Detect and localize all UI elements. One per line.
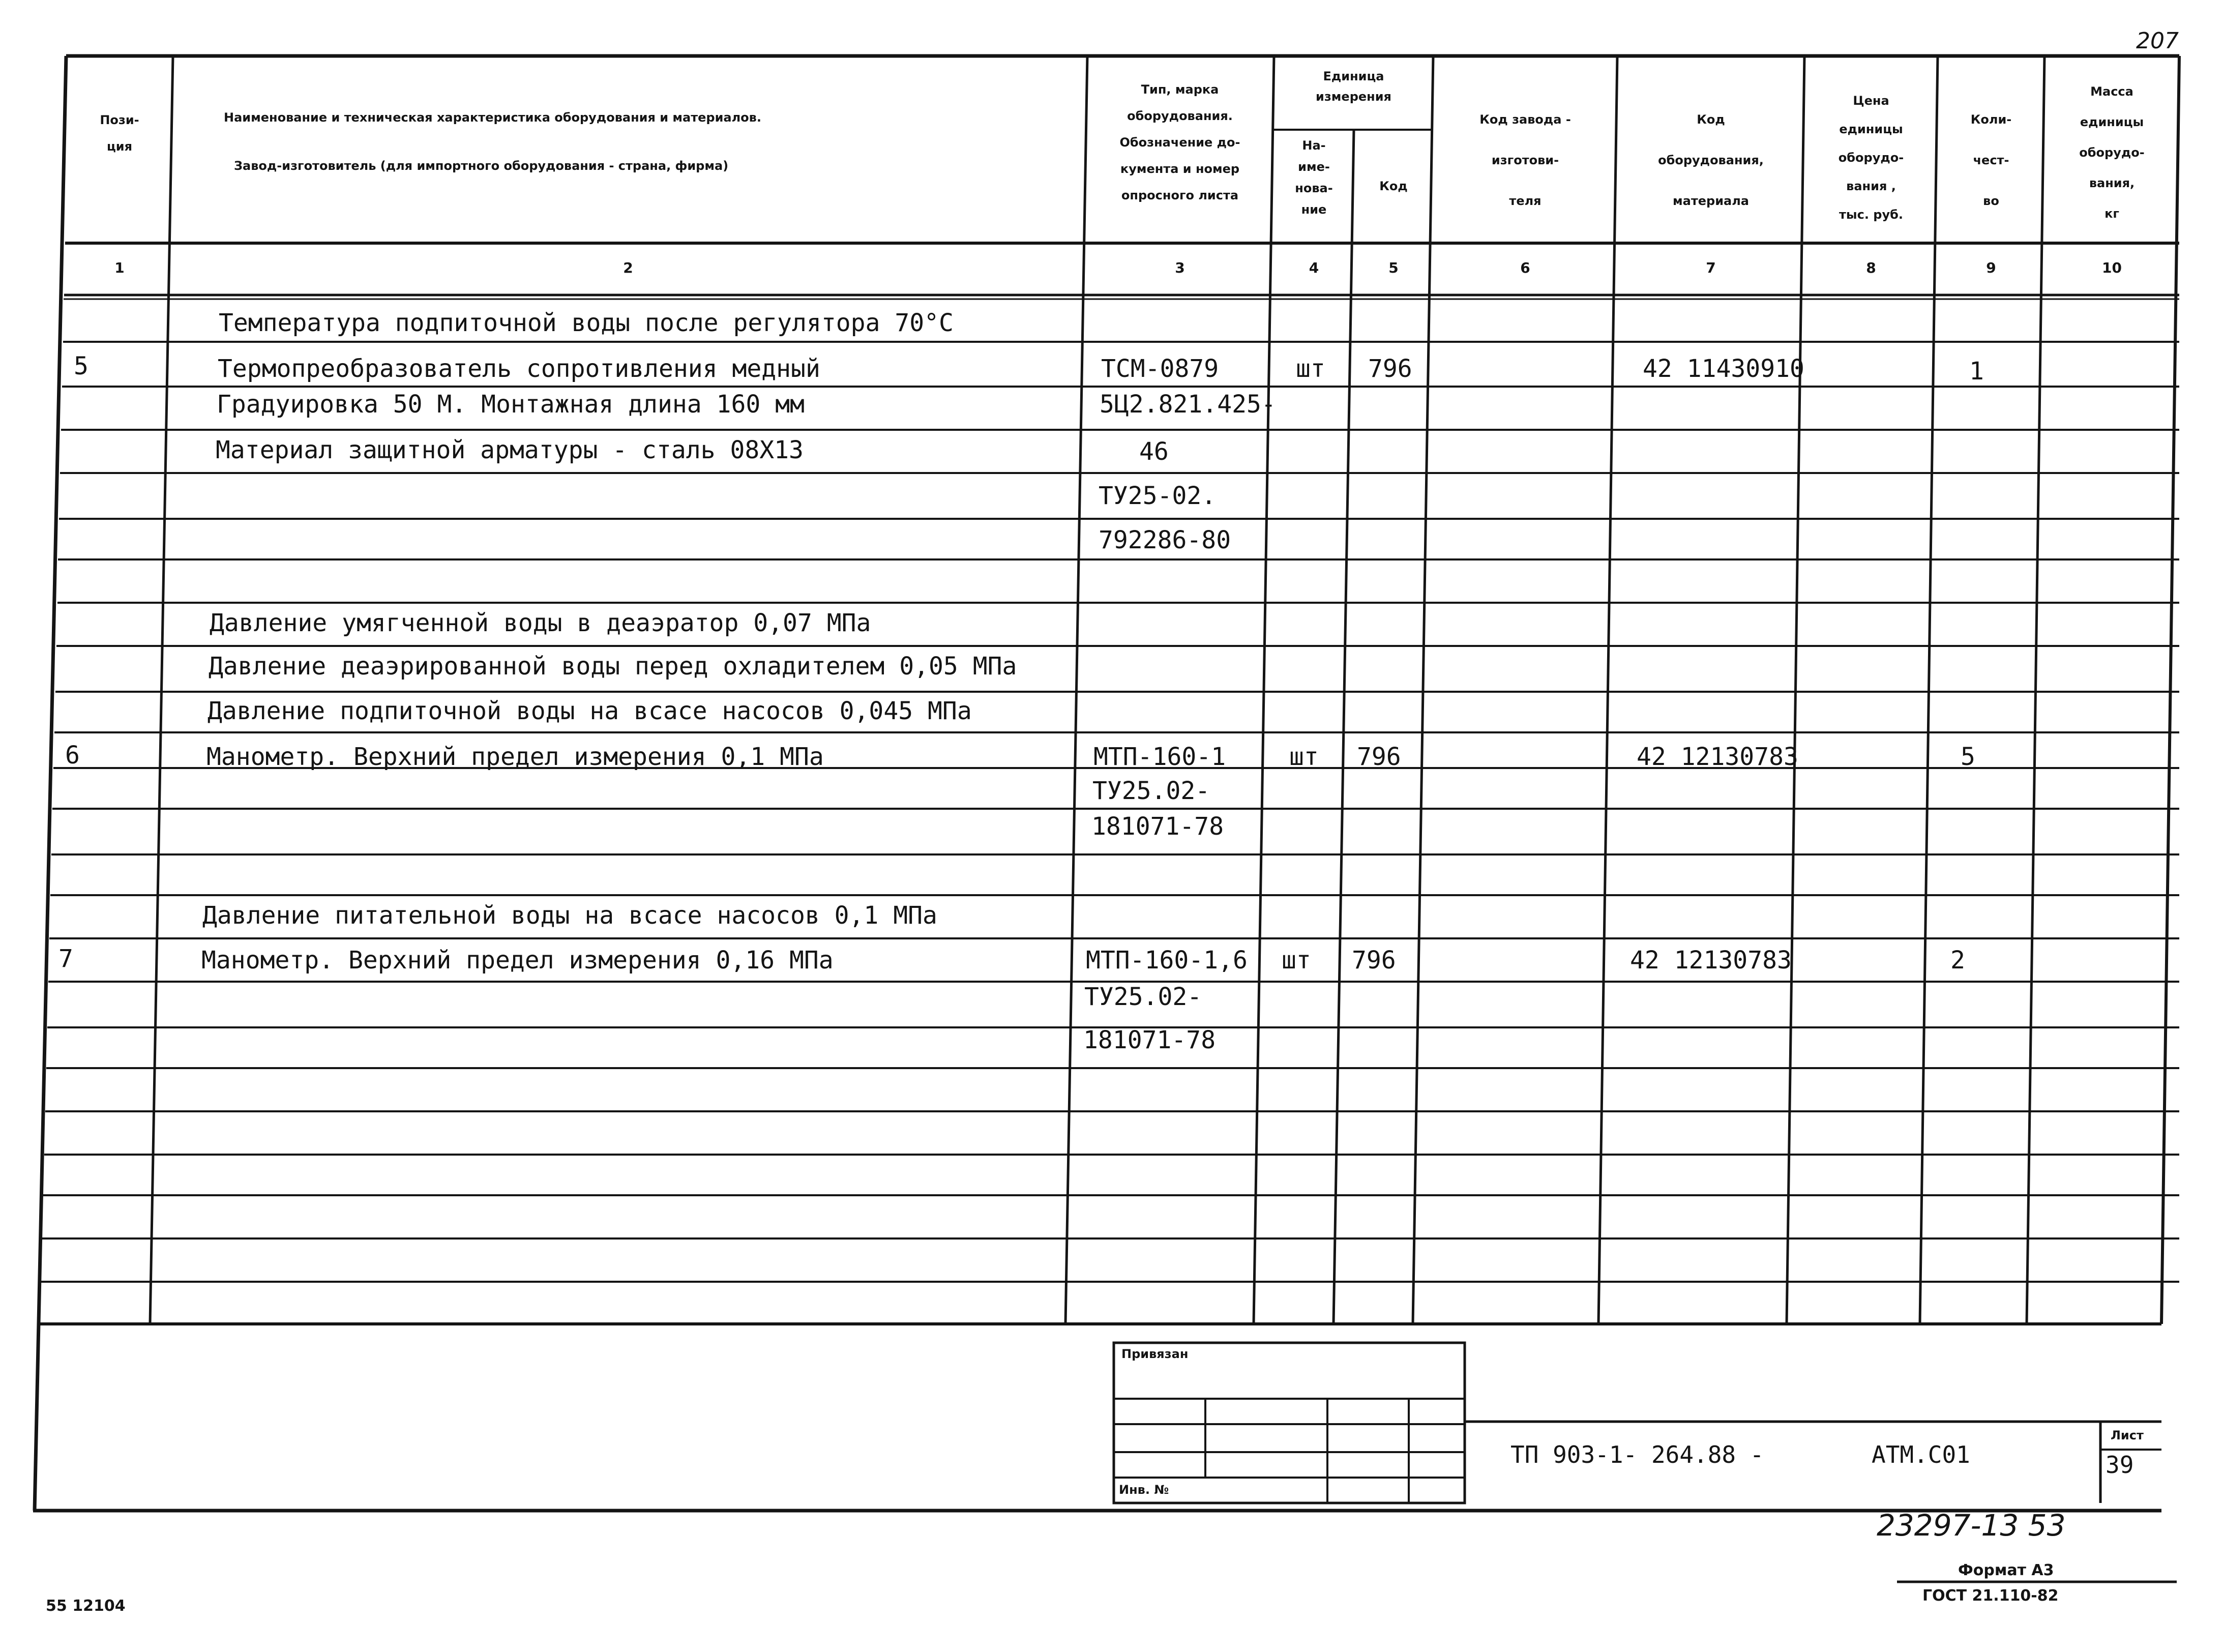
bottom-left-code: 55 12104 <box>46 1597 126 1615</box>
stamp-doc-code: ТП 903-1- 264.88 - <box>1510 1441 1764 1468</box>
header-col6-l3: теля <box>1509 194 1542 208</box>
header-col7-l2: оборудования, <box>1658 153 1764 167</box>
header-col8-l3: оборудо- <box>1838 151 1904 165</box>
corner-sheet-number: 207 <box>2136 28 2179 54</box>
header-col1-line1: Пози- <box>100 113 139 127</box>
row-type: 5Ц2.821.425- <box>1100 390 1276 419</box>
row-pos: 6 <box>65 741 80 770</box>
header-col8 <box>1804 86 1938 229</box>
header-col4 <box>1274 135 1354 220</box>
row-type: 181071-78 <box>1083 1026 1216 1054</box>
stamp-list-number: 39 <box>2106 1451 2134 1479</box>
header-col8-l5: тыс. руб. <box>1839 208 1903 222</box>
colnum-1: 1 <box>114 259 125 276</box>
row-name: Градуировка 50 М. Монтажная длина 160 мм <box>217 390 805 419</box>
header-col3-l5: опросного листа <box>1121 188 1239 202</box>
row-name: Манометр. Верхний предел измерения 0,16 МПа <box>201 946 834 975</box>
row-code: 42 12130783 <box>1630 946 1792 975</box>
row-type: ТУ25-02. <box>1099 482 1217 510</box>
row-code: 42 11430910 <box>1643 355 1804 383</box>
header-col10-l2: единицы <box>2080 115 2144 129</box>
header-col3-l1: Тип, марка <box>1141 82 1219 97</box>
row-type: МТП-160-1 <box>1093 743 1226 771</box>
header-col4-l3: нова- <box>1295 181 1333 195</box>
header-col10-l5: кг <box>2105 206 2119 221</box>
header-col5: Код <box>1379 179 1408 193</box>
row-unit-code: 796 <box>1352 946 1396 975</box>
colnum-2: 2 <box>623 259 633 276</box>
header-col6-l2: изготови- <box>1491 153 1559 167</box>
header-col4-l1: На- <box>1302 138 1326 153</box>
row-type: 181071-78 <box>1091 812 1224 841</box>
header-col10 <box>2044 76 2179 229</box>
row-qty: 2 <box>1950 946 1965 975</box>
colnum-10: 10 <box>2102 259 2122 276</box>
row-qty: 1 <box>1969 357 1984 386</box>
colnum-6: 6 <box>1520 259 1530 276</box>
colnum-4: 4 <box>1309 259 1319 276</box>
header-col7-l3: материала <box>1673 194 1749 208</box>
row-name: Температура подпиточной воды после регулятора 70°C <box>219 309 954 337</box>
header-col3 <box>1088 76 1271 209</box>
row-unit: шт <box>1282 946 1311 975</box>
header-col9-l2: чест- <box>1973 153 2009 167</box>
format-label: Формат А3 <box>1958 1561 2054 1579</box>
row-name: Давление деаэрированной воды перед охладителем 0,05 МПа <box>209 652 1017 681</box>
stamp-mark: АТМ.С01 <box>1872 1441 1970 1468</box>
row-pos: 5 <box>74 352 88 380</box>
row-unit-code: 796 <box>1357 743 1401 771</box>
header-col2-line2: Завод-изготовитель (для импортного оборудования - страна, фирма) <box>234 159 729 173</box>
header-col9-l3: во <box>1983 194 1999 208</box>
row-name: Термопреобразователь сопротивления медный <box>218 355 820 383</box>
row-name: Давление питательной воды на всасе насосов 0,1 МПа <box>202 901 937 930</box>
header-col10-l1: Масса <box>2090 84 2133 99</box>
header-unit-title <box>1274 66 1433 107</box>
header-col9 <box>1938 99 2044 221</box>
header-col1-line2: ция <box>106 139 132 154</box>
colnum-9: 9 <box>1986 259 1996 276</box>
colnum-5: 5 <box>1388 259 1399 276</box>
row-type: МТП-160-1,6 <box>1086 946 1248 975</box>
header-col4-l4: ние <box>1301 202 1327 217</box>
header-unit-l1: Единица <box>1323 69 1384 83</box>
header-col3-l3: Обозначение до- <box>1119 135 1240 150</box>
row-name: Давление подпиточной воды на всасе насосов 0,045 МПа <box>208 697 972 725</box>
header-col8-l2: единицы <box>1839 122 1903 136</box>
header-col9-l1: Коли- <box>1970 112 2012 127</box>
row-name: Давление умягченной воды в деаэратор 0,07 МПа <box>210 609 871 637</box>
colnum-8: 8 <box>1866 259 1876 276</box>
inventory-number: 23297-13 53 <box>1877 1508 2066 1543</box>
stamp-inv-no: Инв. № <box>1119 1483 1169 1497</box>
header-col10-l4: вания, <box>2089 176 2135 190</box>
row-type: ТУ25.02- <box>1092 777 1210 805</box>
stamp-list-label: Лист <box>2111 1428 2144 1442</box>
gost-label: ГОСТ 21.110-82 <box>1922 1587 2059 1605</box>
row-unit-code: 796 <box>1368 355 1412 383</box>
header-col6 <box>1433 99 1617 221</box>
row-code: 42 12130783 <box>1637 743 1798 771</box>
row-type: ТСМ-0879 <box>1101 355 1219 383</box>
row-type: ТУ25.02- <box>1084 983 1202 1011</box>
header-col7 <box>1617 99 1804 221</box>
colnum-3: 3 <box>1175 259 1185 276</box>
row-name: Манометр. Верхний предел измерения 0,1 МПа <box>206 743 824 771</box>
row-pos: 7 <box>58 945 73 973</box>
header-col6-l1: Код завода - <box>1479 112 1571 127</box>
header-col3-l4: кумента и номер <box>1120 162 1240 176</box>
header-col1 <box>71 107 168 160</box>
header-col2-line1: Наименование и техническая характеристика оборудования и материалов. <box>224 110 761 125</box>
row-name: Материал защитной арматуры - сталь 08Х13 <box>216 436 804 464</box>
row-type: 46 <box>1139 437 1169 466</box>
row-unit: шт <box>1296 355 1325 383</box>
header-unit-l2: измерения <box>1316 90 1391 104</box>
header-col8-l1: Цена <box>1853 94 1889 108</box>
header-col10-l3: оборудо- <box>2079 145 2145 160</box>
row-qty: 5 <box>1961 743 1975 771</box>
row-type: 792286-80 <box>1099 526 1231 554</box>
header-col4-l2: име- <box>1298 160 1330 174</box>
header-col3-l2: оборудования. <box>1127 109 1233 123</box>
row-unit: шт <box>1289 743 1319 771</box>
header-col7-l1: Код <box>1697 112 1725 127</box>
header-col8-l4: вания , <box>1846 179 1896 193</box>
stamp-privyazan: Привязан <box>1121 1347 1189 1361</box>
colnum-7: 7 <box>1706 259 1716 276</box>
